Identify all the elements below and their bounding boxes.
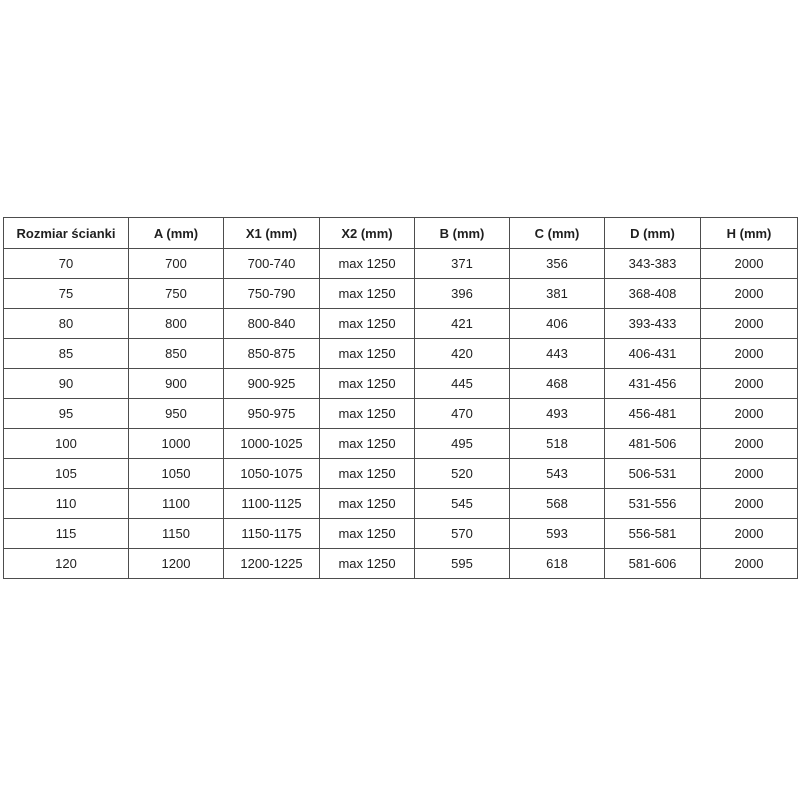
table-row <box>4 369 798 399</box>
table-cell: max 1250 <box>320 339 415 369</box>
table-cell: 1050-1075 <box>224 459 320 489</box>
table-cell: 618 <box>510 549 605 579</box>
table-cell: 556-581 <box>605 519 701 549</box>
table-cell: 1100-1125 <box>224 489 320 519</box>
table-row <box>4 279 798 309</box>
table-cell: 120 <box>4 549 129 579</box>
header-cell-c-mm: C (mm) <box>510 218 605 249</box>
table-cell: 506-531 <box>605 459 701 489</box>
size-table <box>3 217 798 579</box>
table-cell: 700-740 <box>224 249 320 279</box>
table-cell: 1000 <box>129 429 224 459</box>
table-cell: 531-556 <box>605 489 701 519</box>
table-cell: 2000 <box>701 369 798 399</box>
table-row <box>4 519 798 549</box>
table-cell: 800-840 <box>224 309 320 339</box>
table-cell: 750-790 <box>224 279 320 309</box>
table-cell: 493 <box>510 399 605 429</box>
table-cell: 950-975 <box>224 399 320 429</box>
table-cell: 381 <box>510 279 605 309</box>
table-cell: max 1250 <box>320 459 415 489</box>
table-cell: 343-383 <box>605 249 701 279</box>
size-table-header <box>4 218 798 249</box>
table-cell: 750 <box>129 279 224 309</box>
table-cell: 1150 <box>129 519 224 549</box>
header-row <box>4 218 798 249</box>
header-cell-x1-mm: X1 (mm) <box>224 218 320 249</box>
table-cell: 456-481 <box>605 399 701 429</box>
table-cell: 900-925 <box>224 369 320 399</box>
table-cell: 75 <box>4 279 129 309</box>
table-cell: 443 <box>510 339 605 369</box>
table-cell: 2000 <box>701 339 798 369</box>
table-cell: 700 <box>129 249 224 279</box>
table-cell: 2000 <box>701 519 798 549</box>
table-cell: 595 <box>415 549 510 579</box>
table-cell: 900 <box>129 369 224 399</box>
table-cell: 581-606 <box>605 549 701 579</box>
header-cell-d-mm: D (mm) <box>605 218 701 249</box>
table-cell: 115 <box>4 519 129 549</box>
table-cell: 850 <box>129 339 224 369</box>
table-cell: 105 <box>4 459 129 489</box>
table-cell: 2000 <box>701 549 798 579</box>
table-cell: 2000 <box>701 279 798 309</box>
table-cell: 2000 <box>701 309 798 339</box>
table-cell: 90 <box>4 369 129 399</box>
table-cell: max 1250 <box>320 399 415 429</box>
table-cell: 543 <box>510 459 605 489</box>
table-cell: 850-875 <box>224 339 320 369</box>
size-table-body <box>4 249 798 579</box>
table-cell: 495 <box>415 429 510 459</box>
table-cell: max 1250 <box>320 279 415 309</box>
table-cell: 393-433 <box>605 309 701 339</box>
table-cell: 2000 <box>701 399 798 429</box>
table-cell: 356 <box>510 249 605 279</box>
table-cell: 100 <box>4 429 129 459</box>
table-row <box>4 249 798 279</box>
table-cell: 950 <box>129 399 224 429</box>
table-cell: 2000 <box>701 249 798 279</box>
header-cell-x2-mm: X2 (mm) <box>320 218 415 249</box>
table-row <box>4 489 798 519</box>
table-row <box>4 549 798 579</box>
table-cell: 420 <box>415 339 510 369</box>
table-cell: 2000 <box>701 429 798 459</box>
table-cell: 431-456 <box>605 369 701 399</box>
table-cell: 110 <box>4 489 129 519</box>
table-row <box>4 399 798 429</box>
table-cell: 85 <box>4 339 129 369</box>
table-cell: 70 <box>4 249 129 279</box>
table-cell: 1150-1175 <box>224 519 320 549</box>
table-cell: 371 <box>415 249 510 279</box>
table-row <box>4 339 798 369</box>
table-cell: 2000 <box>701 489 798 519</box>
table-row <box>4 459 798 489</box>
table-cell: 800 <box>129 309 224 339</box>
table-cell: 1200-1225 <box>224 549 320 579</box>
table-cell: 421 <box>415 309 510 339</box>
table-cell: 545 <box>415 489 510 519</box>
table-cell: 406 <box>510 309 605 339</box>
table-cell: 520 <box>415 459 510 489</box>
table-cell: 1050 <box>129 459 224 489</box>
table-cell: 1000-1025 <box>224 429 320 459</box>
header-cell-h-mm: H (mm) <box>701 218 798 249</box>
table-cell: 406-431 <box>605 339 701 369</box>
table-cell: 470 <box>415 399 510 429</box>
table-cell: 518 <box>510 429 605 459</box>
header-cell-rozmiar-scianki: Rozmiar ścianki <box>4 218 129 249</box>
table-row <box>4 429 798 459</box>
table-cell: max 1250 <box>320 429 415 459</box>
table-cell: 368-408 <box>605 279 701 309</box>
header-cell-a-mm: A (mm) <box>129 218 224 249</box>
table-cell: max 1250 <box>320 519 415 549</box>
table-cell: 1200 <box>129 549 224 579</box>
table-cell: 95 <box>4 399 129 429</box>
table-cell: max 1250 <box>320 249 415 279</box>
table-cell: 468 <box>510 369 605 399</box>
table-cell: 80 <box>4 309 129 339</box>
table-cell: max 1250 <box>320 369 415 399</box>
table-cell: 481-506 <box>605 429 701 459</box>
table-cell: max 1250 <box>320 489 415 519</box>
header-cell-b-mm: B (mm) <box>415 218 510 249</box>
table-row <box>4 309 798 339</box>
table-cell: 593 <box>510 519 605 549</box>
table-cell: 570 <box>415 519 510 549</box>
table-cell: 2000 <box>701 459 798 489</box>
table-cell: max 1250 <box>320 549 415 579</box>
table-cell: 1100 <box>129 489 224 519</box>
table-cell: 396 <box>415 279 510 309</box>
table-cell: 445 <box>415 369 510 399</box>
table-cell: max 1250 <box>320 309 415 339</box>
table-cell: 568 <box>510 489 605 519</box>
